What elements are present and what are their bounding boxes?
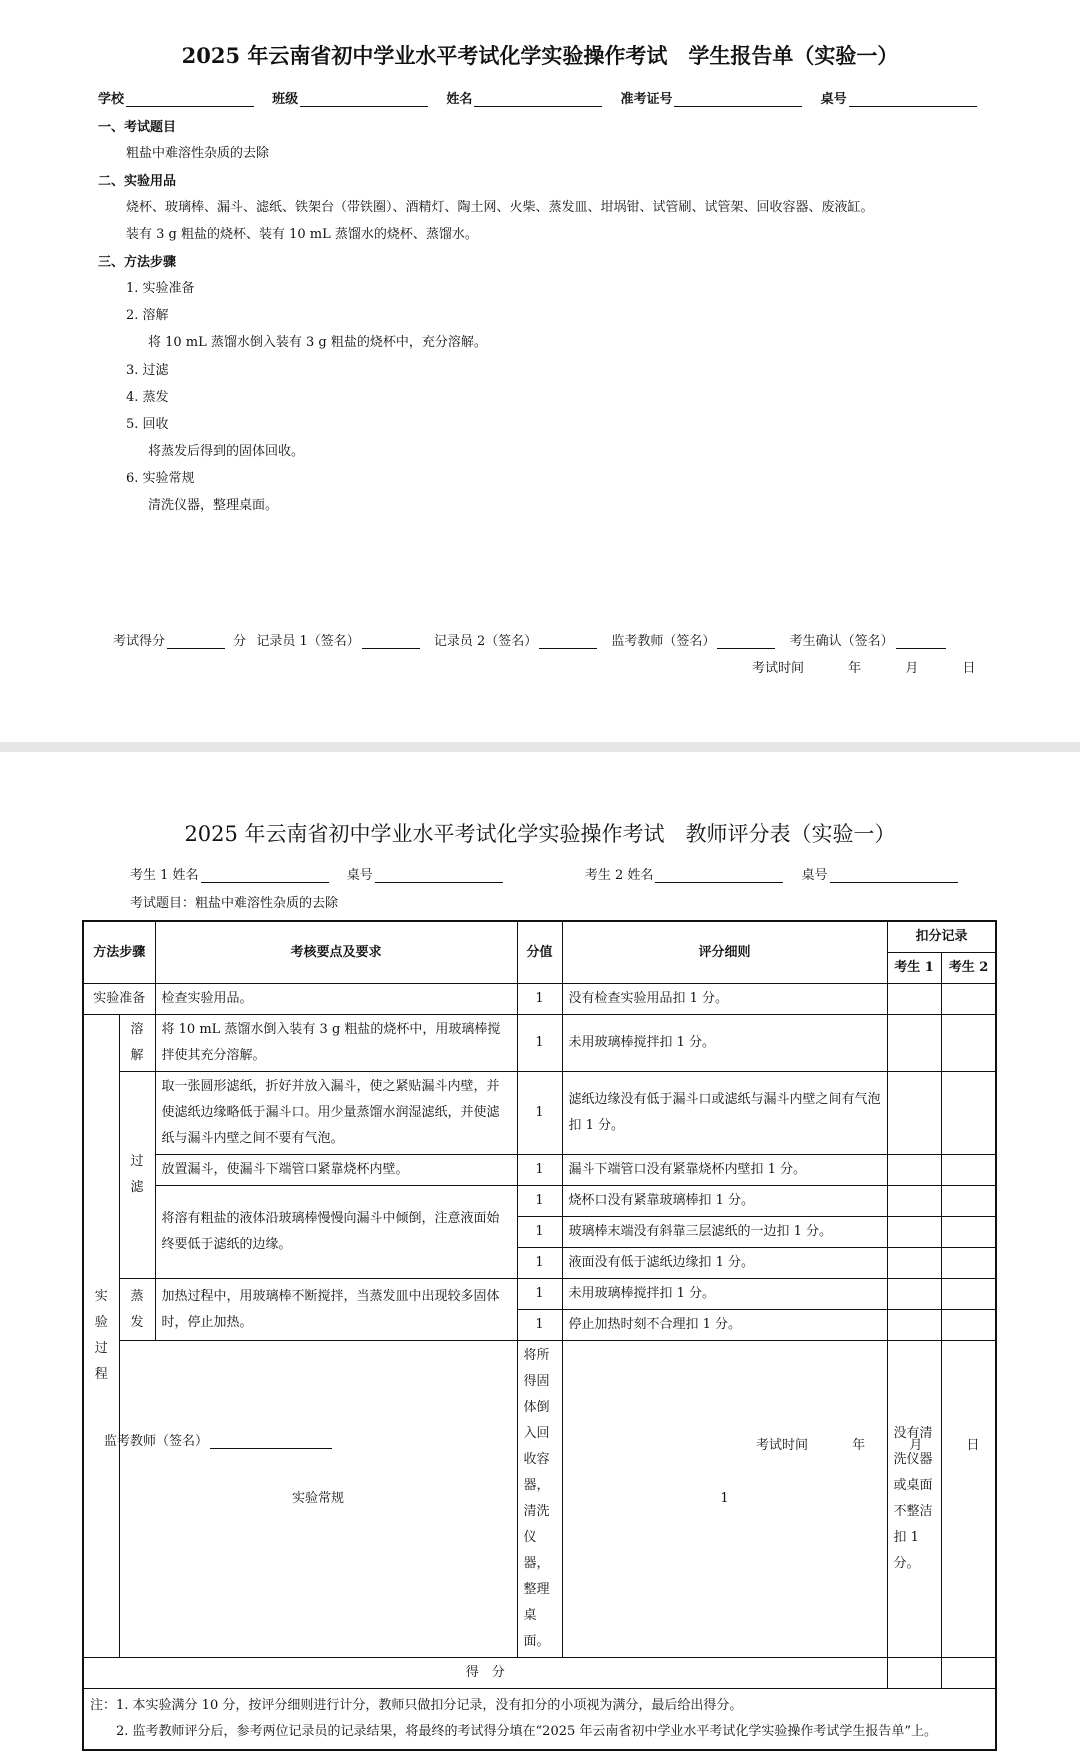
requirement-cell: 加热过程中，用玻璃棒不断搅拌，当蒸发皿中出现较多固体时，停止加热。 (155, 1279, 517, 1341)
deduction-c1-cell[interactable] (941, 1341, 996, 1658)
step-label: 4. 蒸发 (126, 390, 169, 405)
step-detail: 将蒸发后得到的固体回收。 (148, 444, 305, 459)
candidate2-field[interactable] (655, 868, 783, 883)
group-process: 实验过程 (83, 1015, 119, 1658)
header-step: 方法步骤 (83, 921, 155, 984)
desk2-field[interactable] (830, 868, 958, 883)
time-label: 考试时间 (756, 1438, 809, 1453)
points-cell: 1 (562, 1341, 887, 1658)
requirement-cell: 放置漏斗，使漏斗下端管口紧靠烧杯内壁。 (155, 1155, 517, 1186)
detail-cell: 烧杯口没有紧靠玻璃棒扣 1 分。 (562, 1186, 887, 1217)
deduction-c2-cell[interactable] (941, 984, 996, 1015)
day-label: 日 (966, 1438, 980, 1453)
step-detail: 清洗仪器，整理桌面。 (148, 498, 279, 513)
deduction-c1-cell[interactable] (887, 984, 941, 1015)
deduction-c2-cell[interactable] (941, 1072, 996, 1155)
table-row (83, 1341, 996, 1658)
recorder1-field[interactable] (362, 634, 420, 649)
recorder2-field[interactable] (539, 634, 597, 649)
report-title: 2025 年云南省初中学业水平考试化学实验操作考试 学生报告单（实验一） (181, 43, 899, 68)
deduction-c2-cell[interactable] (941, 1015, 996, 1072)
deduction-c2-cell[interactable] (941, 1217, 996, 1248)
header-deduction: 扣分记录 (887, 921, 996, 953)
report-signature-row (113, 630, 950, 649)
header-candidate1: 考生 1 (887, 953, 941, 984)
scoring-topic: 考试题目：粗盐中难溶性杂质的去除 (130, 896, 339, 911)
header-candidate2: 考生 2 (941, 953, 996, 984)
deduction-c2-cell[interactable] (941, 1248, 996, 1279)
requirement-cell: 将所得固体倒入回收容器，清洗仪器，整理桌面。 (517, 1341, 562, 1658)
score-unit: 分 (233, 634, 247, 649)
note-line: 注：1. 本实验满分 10 分，按评分细则进行计分，教师只做扣分记录，没有扣分的小项视为满分，最后给出得分。 (90, 1698, 743, 1713)
topic-text: 粗盐中难溶性杂质的去除 (126, 146, 270, 161)
step-label: 3. 过滤 (126, 363, 169, 378)
table-row (83, 1015, 996, 1072)
materials-text: 烧杯、玻璃棒、漏斗、滤纸、铁架台（带铁圈）、酒精灯、陶土网、火柴、蒸发皿、坩埚钳、试管刷、试管架、回收容器、废液缸。 (126, 200, 874, 215)
detail-cell: 滤纸边缘没有低于漏斗口或滤纸与漏斗内壁之间有气泡扣 1 分。 (562, 1072, 887, 1155)
header-requirement: 考核要点及要求 (155, 921, 517, 984)
desk-label: 桌号 (820, 92, 847, 107)
detail-cell: 玻璃棒末端没有斜靠三层滤纸的一边扣 1 分。 (562, 1217, 887, 1248)
requirement-cell: 将 10 mL 蒸馏水倒入装有 3 g 粗盐的烧杯中，用玻璃棒搅拌使其充分溶解。 (155, 1015, 517, 1072)
deduction-c1-cell[interactable] (887, 1248, 941, 1279)
scoring-title: 2025 年云南省初中学业水平考试化学实验操作考试 教师评分表（实验一） (184, 822, 896, 846)
deduction-c1-cell[interactable] (887, 1072, 941, 1155)
confirm-field[interactable] (896, 634, 946, 649)
confirm-label: 考生确认（签名） (789, 634, 894, 649)
desk1-field[interactable] (375, 868, 503, 883)
time-label: 考试时间 (752, 661, 805, 676)
step-label: 6. 实验常规 (126, 471, 195, 486)
year-label: 年 (852, 1438, 866, 1453)
table-header-row (83, 921, 996, 953)
points-cell: 1 (517, 1248, 562, 1279)
requirement-cell: 检查实验用品。 (155, 984, 517, 1015)
student-info-row (98, 88, 981, 107)
class-label: 班级 (272, 92, 299, 107)
proctor-field[interactable] (210, 1434, 332, 1449)
school-label: 学校 (98, 92, 125, 107)
exam-id-label: 准考证号 (620, 92, 673, 107)
proctor-signature-row (104, 1430, 336, 1449)
deduction-c1-cell[interactable] (887, 1015, 941, 1072)
class-field[interactable] (300, 92, 428, 107)
exam-id-field[interactable] (674, 92, 802, 107)
score-label: 考试得分 (113, 634, 166, 649)
group-dissolve: 溶解 (119, 1015, 155, 1072)
points-cell: 1 (517, 1217, 562, 1248)
detail-cell: 未用玻璃棒搅拌扣 1 分。 (562, 1015, 887, 1072)
total-c2-cell[interactable] (941, 1658, 996, 1689)
deduction-c1-cell[interactable] (887, 1217, 941, 1248)
candidate2-label: 考生 2 姓名 (584, 868, 654, 883)
group-prep: 实验准备 (83, 984, 155, 1015)
detail-cell: 漏斗下端管口没有紧靠烧杯内壁扣 1 分。 (562, 1155, 887, 1186)
deduction-c1-cell[interactable] (887, 1310, 941, 1341)
recorder1-label: 记录员 1（签名） (256, 634, 360, 649)
requirement-cell: 取一张圆形滤纸，折好并放入漏斗，使之紧贴漏斗内壁，并使滤纸边缘略低于漏斗口。用少量蒸馏水润湿滤纸，并使滤纸与漏斗内壁之间不要有气泡。 (155, 1072, 517, 1155)
total-c1-cell[interactable] (887, 1658, 941, 1689)
group-filter: 过滤 (119, 1072, 155, 1279)
day-label: 日 (962, 661, 976, 676)
table-row (83, 1072, 996, 1155)
deduction-c1-cell[interactable] (887, 1155, 941, 1186)
note-line: 2. 监考教师评分后，参考两位记录员的记录结果，将最终的考试得分填在“2025 年云南省初中学业水平考试化学实验操作考试学生报告单”上。 (116, 1724, 938, 1739)
deduction-c2-cell[interactable] (941, 1186, 996, 1217)
student-report-page (0, 0, 1080, 742)
group-evaporate: 蒸发 (119, 1279, 155, 1341)
notes-row (83, 1689, 996, 1751)
points-cell: 1 (517, 1310, 562, 1341)
deduction-c2-cell[interactable] (941, 1310, 996, 1341)
deduction-c2-cell[interactable] (941, 1155, 996, 1186)
detail-cell: 没有检查实验用品扣 1 分。 (562, 984, 887, 1015)
recorder2-label: 记录员 2（签名） (433, 634, 538, 649)
points-cell: 1 (517, 1015, 562, 1072)
section-heading: 三、方法步骤 (98, 255, 177, 270)
proctor-field[interactable] (717, 634, 775, 649)
step-label: 1. 实验准备 (126, 281, 195, 296)
detail-cell: 未用玻璃棒搅拌扣 1 分。 (562, 1279, 887, 1310)
name-label: 姓名 (446, 92, 473, 107)
report-date-row (752, 657, 975, 676)
detail-cell: 液面没有低于滤纸边缘扣 1 分。 (562, 1248, 887, 1279)
detail-cell: 没有清洗仪器或桌面不整洁扣 1 分。 (887, 1341, 941, 1658)
page-divider (0, 742, 1080, 752)
month-label: 月 (905, 661, 919, 676)
scoring-date-row (756, 1434, 979, 1453)
candidate1-field[interactable] (201, 868, 329, 883)
table-row (83, 1155, 996, 1186)
detail-cell: 停止加热时刻不合理扣 1 分。 (562, 1310, 887, 1341)
materials-text: 装有 3 g 粗盐的烧杯、装有 10 mL 蒸馏水的烧杯、蒸馏水。 (126, 227, 478, 242)
desk1-label: 桌号 (346, 868, 373, 883)
table-row (83, 1186, 996, 1217)
header-points: 分值 (517, 921, 562, 984)
group-routine: 实验常规 (119, 1341, 517, 1658)
name-field[interactable] (474, 92, 602, 107)
proctor-label: 监考教师（签名） (104, 1434, 209, 1449)
notes-cell (83, 1689, 996, 1751)
candidate1-label: 考生 1 姓名 (130, 868, 199, 883)
points-cell: 1 (517, 1155, 562, 1186)
section-heading: 一、考试题目 (98, 120, 177, 135)
points-cell: 1 (517, 1279, 562, 1310)
step-label: 5. 回收 (126, 417, 169, 432)
deduction-c1-cell[interactable] (887, 1186, 941, 1217)
step-detail: 将 10 mL 蒸馏水倒入装有 3 g 粗盐的烧杯中，充分溶解。 (148, 335, 487, 350)
year-label: 年 (848, 661, 862, 676)
school-field[interactable] (126, 92, 254, 107)
deduction-c1-cell[interactable] (887, 1279, 941, 1310)
points-cell: 1 (517, 1072, 562, 1155)
desk2-label: 桌号 (801, 868, 828, 883)
scoring-table (82, 920, 997, 1751)
total-row (83, 1658, 996, 1689)
step-label: 2. 溶解 (126, 308, 169, 323)
score-field[interactable] (167, 634, 225, 649)
header-detail: 评分细则 (562, 921, 887, 984)
table-row (83, 1279, 996, 1310)
section-heading: 二、实验用品 (98, 174, 177, 189)
points-cell: 1 (517, 1186, 562, 1217)
requirement-cell: 将溶有粗盐的液体沿玻璃棒慢慢向漏斗中倾倒，注意液面始终要低于滤纸的边缘。 (155, 1186, 517, 1279)
candidate-info-row (130, 864, 962, 883)
month-label: 月 (909, 1438, 923, 1453)
desk-field[interactable] (849, 92, 977, 107)
total-label: 得 分 (83, 1658, 887, 1689)
scoring-sheet-page (0, 752, 1080, 1739)
table-row (83, 984, 996, 1015)
proctor-label: 监考教师（签名） (611, 634, 716, 649)
deduction-c2-cell[interactable] (941, 1279, 996, 1310)
points-cell: 1 (517, 984, 562, 1015)
